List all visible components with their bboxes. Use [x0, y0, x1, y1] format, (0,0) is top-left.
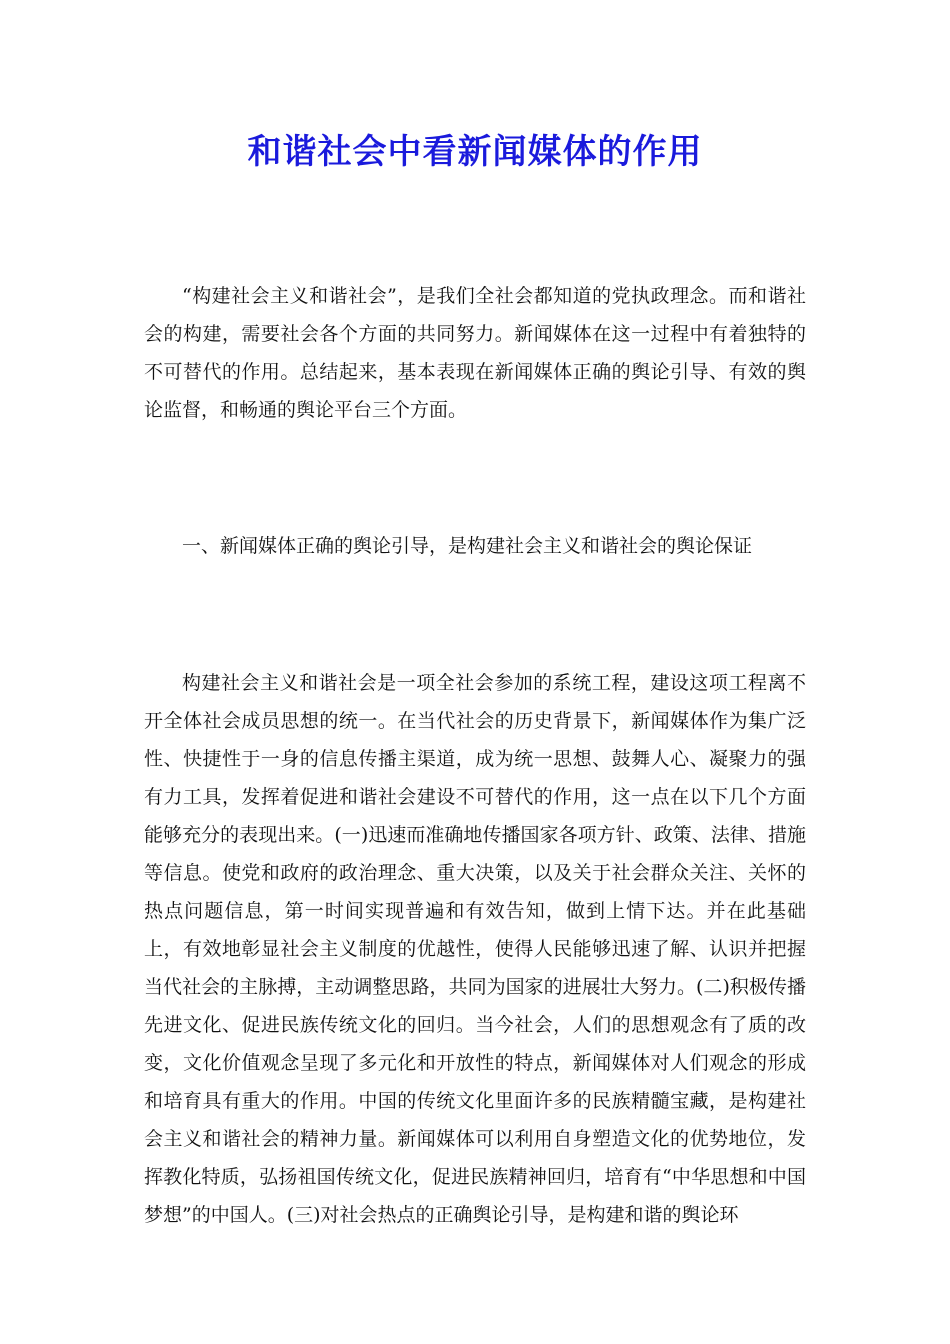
body-paragraph: 构建社会主义和谐社会是一项全社会参加的系统工程，建设这项工程离不开全体社会成员思想的统一。在当代社会的历史背景下，新闻媒体作为集广泛性、快捷性于一身的信息传播主渠道，成为统一思想、鼓舞人心、凝聚力的强有力工具，发挥着促进和谐社会建设不可替代的作用，这一点在以下几个方面能够充分的表现出来。(一)迅速而准确地传播国家各项方针、政策、法律、措施等信息。使党和政府的政治理念、重大决策，以及关于社会群众关注、关怀的热点问题信息，第一时间实现普遍和有效告知，做到上情下达。并在此基础上，有效地彰显社会主义制度的优越性，使得人民能够迅速了解、认识并把握当代社会的主脉搏，主动调整思路，共同为国家的进展壮大努力。(二)积极传播先进文化、促进民族传统文化的回归。当今社会，人们的思想观念有了质的改变，文化价值观念呈现了多元化和开放性的特点，新闻媒体对人们观念的形成和培育具有重大的作用。中国的传统文化里面许多的民族精髓宝藏，是构建社会主义和谐社会的精神力量。新闻媒体可以利用自身塑造文化的优势地位，发挥教化特质，弘扬祖国传统文化，促进民族精神回归，培育有“中华思想和中国梦想”的中国人。(三)对社会热点的正确舆论引导，是构建和谐的舆论环	[144, 672, 806, 1226]
intro-paragraph: “构建社会主义和谐社会”，是我们全社会都知道的党执政理念。而和谐社会的构建，需要社会各个方面的共同努力。新闻媒体在这一过程中有着独特的不可替代的作用。总结起来，基本表现在新闻媒体正确的舆论引导、有效的舆论监督，和畅通的舆论平台三个方面。	[144, 285, 806, 421]
section-heading: 一、新闻媒体正确的舆论引导，是构建社会主义和谐社会的舆论保证	[182, 535, 753, 557]
document-title: 和谐社会中看新闻媒体的作用	[247, 132, 703, 172]
